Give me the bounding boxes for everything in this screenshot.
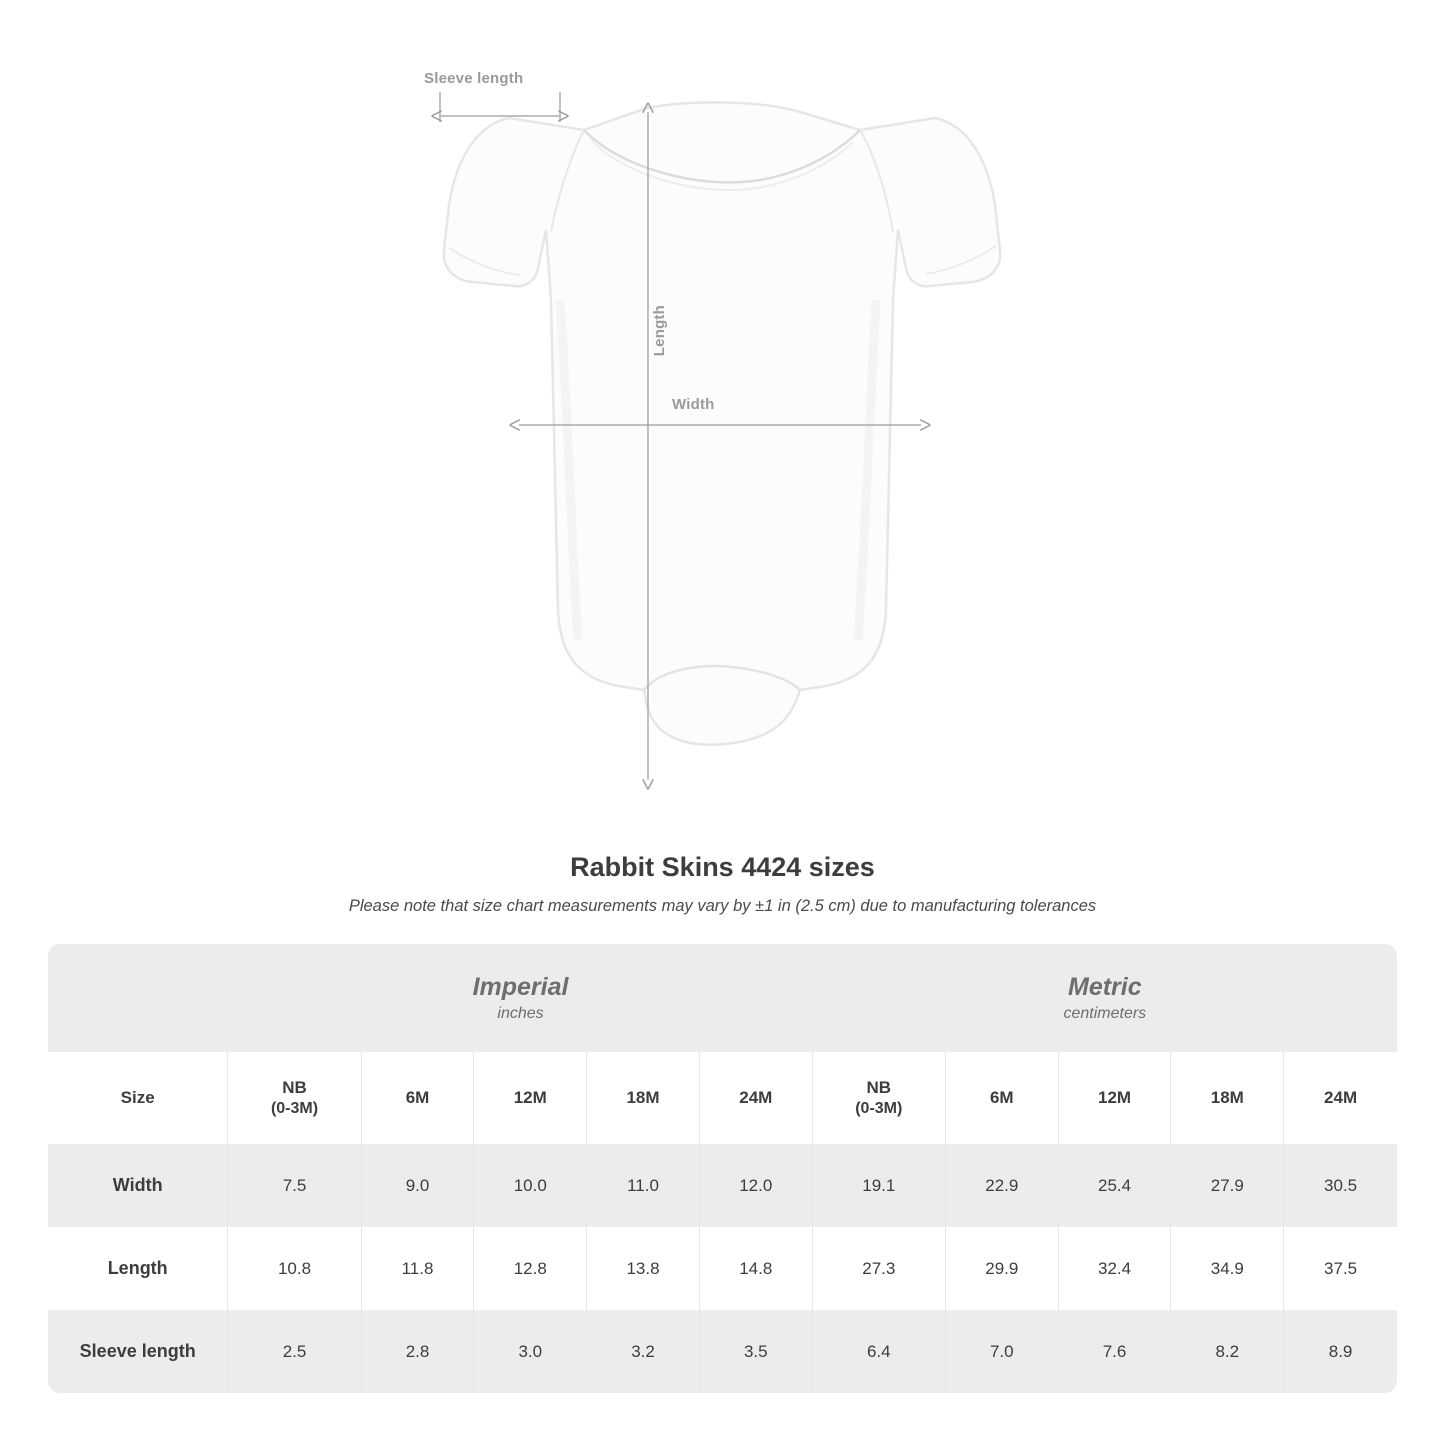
cell-sleeve-12m-in: 3.0 — [474, 1310, 587, 1393]
cell-width-nb-cm: 19.1 — [813, 1144, 946, 1227]
cell-length-24m-in: 14.8 — [700, 1227, 813, 1310]
cell-length-18m-cm: 34.9 — [1171, 1227, 1284, 1310]
unit-group-imperial-name: Imperial — [472, 972, 569, 1001]
row-label-width: Width — [48, 1144, 228, 1227]
column-header-24m-imperial: 24M — [700, 1052, 813, 1144]
cell-length-18m-in: 13.8 — [587, 1227, 700, 1310]
corner-header: Size — [48, 1052, 228, 1144]
sleeve-dimension-line — [440, 92, 560, 122]
unit-group-imperial-sub: inches — [497, 1005, 544, 1023]
column-header-sub: (0-3M) — [270, 1099, 319, 1117]
cell-width-24m-cm: 30.5 — [1284, 1144, 1397, 1227]
cell-length-6m-in: 11.8 — [362, 1227, 475, 1310]
column-header-main: NB — [866, 1077, 892, 1097]
cell-sleeve-nb-cm: 6.4 — [813, 1310, 946, 1393]
unit-header-row — [48, 944, 1397, 1052]
column-header-24m-metric: 24M — [1284, 1052, 1397, 1144]
tolerance-note: Please note that size chart measurements may vary by ±1 in (2.5 cm) due to manufacturing tolerances — [348, 897, 1097, 915]
cell-sleeve-24m-cm: 8.9 — [1284, 1310, 1397, 1393]
column-header-6m-imperial: 6M — [362, 1052, 475, 1144]
unit-group-metric-sub: centimeters — [1063, 1005, 1147, 1023]
column-header-18m-metric: 18M — [1171, 1052, 1284, 1144]
cell-sleeve-6m-cm: 7.0 — [946, 1310, 1059, 1393]
cell-width-6m-in: 9.0 — [362, 1144, 475, 1227]
column-header-6m-metric: 6M — [946, 1052, 1059, 1144]
unit-group-metric — [813, 944, 1397, 1052]
cell-length-12m-in: 12.8 — [474, 1227, 587, 1310]
cell-sleeve-24m-in: 3.5 — [700, 1310, 813, 1393]
unit-group-metric-name: Metric — [1068, 972, 1142, 1001]
column-header-nb-metric — [813, 1052, 946, 1144]
cell-sleeve-18m-cm: 8.2 — [1171, 1310, 1284, 1393]
size-table-wrapper — [48, 944, 1397, 1393]
cell-sleeve-12m-cm: 7.6 — [1059, 1310, 1172, 1393]
column-header-main: NB — [282, 1077, 307, 1097]
column-header-row — [48, 1052, 1397, 1144]
width-label: Width — [672, 396, 715, 413]
column-header-sub: (0-3M) — [855, 1099, 903, 1117]
cell-width-18m-cm: 27.9 — [1171, 1144, 1284, 1227]
cell-length-24m-cm: 37.5 — [1284, 1227, 1397, 1310]
cell-width-nb-in: 7.5 — [228, 1144, 361, 1227]
page-title: Rabbit Skins 4424 sizes — [570, 852, 875, 882]
column-header-12m-metric: 12M — [1059, 1052, 1172, 1144]
column-header-18m-imperial: 18M — [587, 1052, 700, 1144]
table-row — [48, 1310, 1397, 1393]
bodysuit-body — [444, 102, 1000, 744]
cell-sleeve-nb-in: 2.5 — [228, 1310, 361, 1393]
unit-header-spacer — [48, 944, 228, 1052]
cell-length-nb-cm: 27.3 — [813, 1227, 946, 1310]
cell-width-6m-cm: 22.9 — [946, 1144, 1059, 1227]
cell-sleeve-18m-in: 3.2 — [587, 1310, 700, 1393]
unit-group-imperial — [228, 944, 812, 1052]
table-row — [48, 1227, 1397, 1310]
cell-length-nb-in: 10.8 — [228, 1227, 361, 1310]
cell-sleeve-6m-in: 2.8 — [362, 1310, 475, 1393]
cell-width-24m-in: 12.0 — [700, 1144, 813, 1227]
row-label-length: Length — [48, 1227, 228, 1310]
row-label-sleeve-length: Sleeve length — [48, 1310, 228, 1393]
sleeve-length-label: Sleeve length — [424, 70, 524, 87]
column-header-12m-imperial: 12M — [474, 1052, 587, 1144]
length-label: Length — [651, 305, 668, 357]
size-table — [48, 944, 1397, 1393]
cell-length-6m-cm: 29.9 — [946, 1227, 1059, 1310]
cell-width-12m-cm: 25.4 — [1059, 1144, 1172, 1227]
column-header-nb-imperial — [228, 1052, 361, 1144]
table-row — [48, 1144, 1397, 1227]
cell-width-18m-in: 11.0 — [587, 1144, 700, 1227]
title-block — [0, 852, 1445, 916]
cell-length-12m-cm: 32.4 — [1059, 1227, 1172, 1310]
cell-width-12m-in: 10.0 — [474, 1144, 587, 1227]
